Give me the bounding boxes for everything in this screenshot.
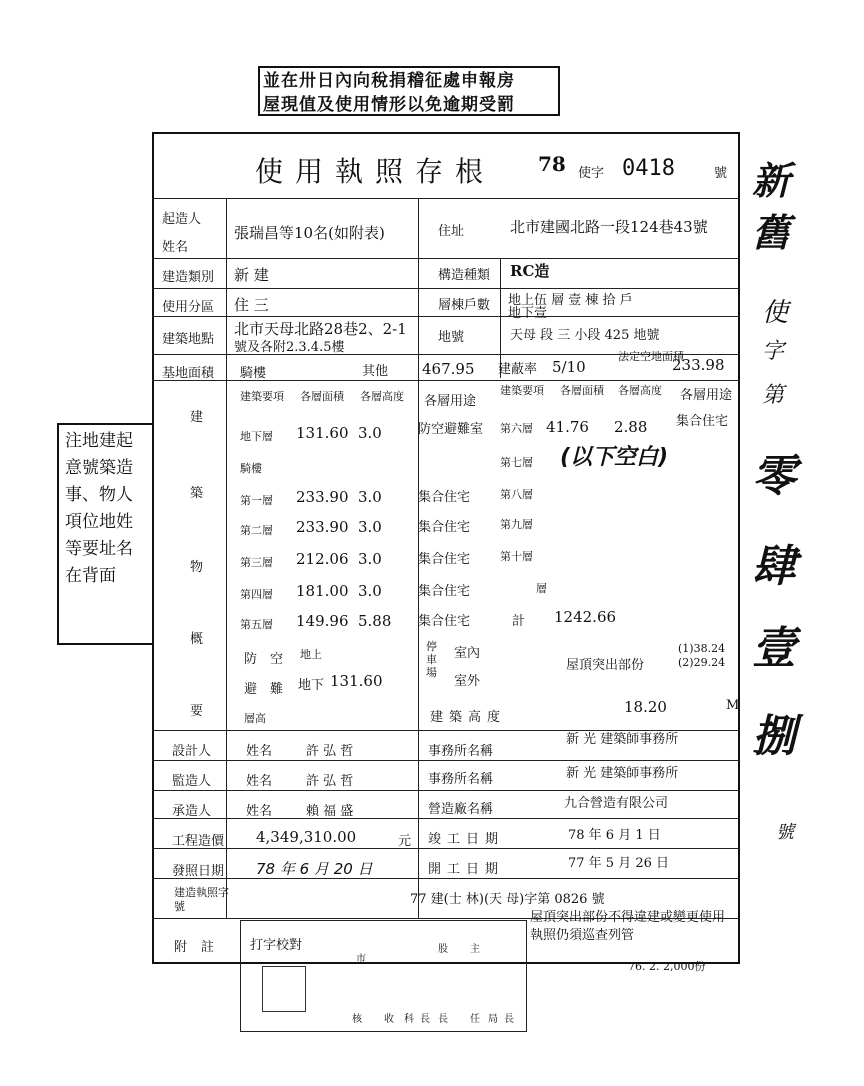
blank-note: (以下空白) [560,445,669,470]
floor-1-label: 第一層 [240,494,273,507]
floor-6-use: 集合住宅 [676,414,729,429]
typist-label: 打字校對 [250,938,303,953]
supervisor-office: 新 光 建築師事務所 [566,766,679,781]
floors-units-value: 地上伍 層 壹 棟 拾 戶 [508,293,633,308]
strip-mark-10: 局 [488,1014,498,1025]
building-height-unit: M [726,698,740,713]
cost-unit: 元 [398,834,412,849]
floor-6-label: 第六層 [500,422,533,435]
site-location-label: 建築地點 [162,332,215,347]
form-title: 使用執照存根 [255,155,496,188]
floor-4-height: 3.0 [358,582,382,600]
floor-2-area: 233.90 [296,518,349,536]
building-type-value: 新 建 [234,266,269,284]
strip-mark-7: 任 [470,1014,480,1025]
site-location-line-1: 北市天母北路28巷2、2-1 [234,320,407,338]
designer-office-label: 事務所名稱 [428,744,494,759]
legal-open-value: 233.98 [672,356,725,374]
floor-6-height: 2.88 [614,418,648,436]
permit-no-value: 77 建(士 林)(天 母)字第 0826 號 [410,892,605,907]
supervisor-office-label: 事務所名稱 [428,772,494,787]
coverage-value: 5/10 [552,358,586,376]
tax-notice-line-2: 屋現值及使用情形以免逾期受罰 [263,95,515,115]
lot-number-label: 地號 [438,330,465,345]
use-header-2: 各層用途 [680,388,733,403]
rooftop-value-2: (2)29.24 [678,656,726,669]
right-margin-9: 捌 [752,711,796,762]
floor-3-use: 集合住宅 [418,552,471,567]
right-margin-1: 新 [752,159,791,203]
basement-label: 地下層 [240,430,273,443]
basement-use: 防空避難室 [418,422,484,437]
items-header: 建築要項 [240,390,284,403]
strip-mark-1: 市 [356,954,366,965]
floors-under-value: 地下壹 [508,306,548,321]
supervisor-label: 監造人 [172,774,212,789]
floor-x-label: 層 [536,582,547,595]
permit-no-label: 建造執照字號 [174,886,229,913]
floor-7-label: 第七層 [500,456,533,469]
owner-label-1: 起造人 [162,212,202,227]
serial-number: 0418 [622,156,675,181]
structure-type-value: RC造 [510,262,550,280]
serial-suffix: 號 [714,166,728,181]
contractor-label: 承造人 [172,804,212,819]
start-value: 77 年 5 月 26 日 [568,856,670,871]
floor-5-height: 5.88 [358,612,392,630]
tax-notice-stamp [258,66,560,116]
strip-mark-5: 長 [438,1014,448,1025]
print-note: 76. 2. 2,000份 [628,960,706,973]
floor-2-label: 第二層 [240,524,273,537]
designer-name-label: 姓名 [246,744,273,759]
air-raid-label-4: 難 [270,682,284,697]
official-seal [262,966,306,1012]
side-label-3: 物 [190,560,204,575]
supervisor-name: 許 弘 哲 [306,774,354,789]
right-margin-3: 使 [762,298,789,328]
designer-name: 許 弘 哲 [306,744,354,759]
floor-5-label: 第五層 [240,618,273,631]
contractor-name-label: 姓名 [246,804,273,819]
rooftop-value-1: (1)38.24 [678,642,726,655]
other-label: 其他 [362,364,389,379]
strip-mark-6: 主 [470,944,480,955]
contractor-name: 賴 福 盛 [306,804,354,819]
area-header-2: 各層面積 [560,384,604,397]
address-label: 住址 [438,224,465,239]
legal-open-label: 法定空地面積 [618,350,684,363]
remarks-text-1: 屋頂突出部份不得違建或變更使用 [530,910,726,925]
start-label: 開工日期 [428,862,505,877]
supervisor-name-label: 姓名 [246,774,273,789]
side-label-2: 築 [190,486,204,501]
right-margin-4: 字 [762,339,785,364]
total-area: 1242.66 [554,608,617,626]
floor-2-use: 集合住宅 [418,520,471,535]
basement-area: 131.60 [296,424,349,442]
floor-3-label: 第三層 [240,556,273,569]
cost-value: 4,349,310.00 [256,828,357,846]
floor-1-height: 3.0 [358,488,382,506]
remarks-text-2: 執照仍須巡查列管 [530,928,635,943]
floor-3-area: 212.06 [296,550,349,568]
area-header: 各層面積 [300,390,344,403]
side-label-1: 建 [190,410,204,425]
arcade-label: 騎樓 [240,366,267,381]
structure-type-label: 構造種類 [438,268,491,283]
floor-6-area: 41.76 [546,418,589,436]
coverage-label: 建蔽率 [498,362,538,377]
side-label-4: 概 [190,632,204,647]
owner-name: 張瑞昌等10名(如附表) [234,224,385,242]
side-label-5: 要 [190,704,204,719]
below-ground-label: 地下 [298,678,325,693]
building-height-label: 建築高度 [430,710,507,725]
air-raid-label-1: 防 [244,652,258,667]
total-label: 計 [512,614,526,629]
lot-number-value: 天母 段 三 小段 425 地號 [510,328,660,343]
completion-label: 竣工日期 [428,832,505,847]
use-header: 各層用途 [424,394,477,409]
owner-label-2: 姓名 [162,240,189,255]
air-raid-label-3: 避 [244,682,258,697]
floor-5-use: 集合住宅 [418,614,471,629]
floor-8-label: 第八層 [500,488,533,501]
strip-mark-4: 股 [438,944,448,955]
serial-year: 78 [538,152,566,176]
tax-notice-line-1: 並在卅日內向稅捐稽征處申報房 [263,71,515,91]
serial-prefix: 使字 [578,166,605,181]
floor-4-use: 集合住宅 [418,584,471,599]
right-margin-8: 壹 [752,623,796,674]
left-side-note: 注地建起意號築造事、物人項位地姓等要址名在背面 [57,423,154,645]
contractor-firm-label: 營造廠名稱 [428,802,494,817]
height-header: 各層高度 [360,390,404,403]
remarks-label: 附註 [174,940,229,955]
strip-mark-11: 長 [504,1014,514,1025]
floor-3-height: 3.0 [358,550,382,568]
right-margin-6: 零 [752,451,796,502]
issue-date-label: 發照日期 [172,864,225,879]
use-zone-label: 使用分區 [162,300,215,315]
arcade-row-label: 騎樓 [240,462,262,475]
floor-9-label: 第九層 [500,518,533,531]
cost-label: 工程造價 [172,834,225,849]
air-raid-label-2: 空 [270,652,284,667]
indoor-label: 室內 [454,646,481,661]
rooftop-label: 屋頂突出部份 [566,658,645,673]
right-margin-10: 號 [776,822,794,843]
floor-4-area: 181.00 [296,582,349,600]
right-margin-2: 舊 [752,211,791,255]
air-raid-basement-area: 131.60 [330,672,383,690]
height-header-2: 各層高度 [618,384,662,397]
outdoor-label: 室外 [454,674,481,689]
contractor-firm: 九合營造有限公司 [564,796,669,811]
site-area-value: 467.95 [422,360,475,378]
floor-height-label: 層高 [244,712,266,725]
above-ground-label: 地上 [300,648,322,661]
building-height-value: 18.20 [624,698,667,716]
floor-2-height: 3.0 [358,518,382,536]
strip-mark-9: 長 [420,1014,430,1025]
floor-10-label: 第十層 [500,550,533,563]
right-margin-5: 第 [762,383,785,408]
floor-1-area: 233.90 [296,488,349,506]
items-header-2: 建築要項 [500,384,544,397]
completion-value: 78 年 6 月 1 日 [568,828,661,843]
parking-label: 停車場 [426,640,437,679]
floor-4-label: 第四層 [240,588,273,601]
building-type-label: 建造類別 [162,270,215,285]
use-zone-value: 住 三 [234,296,269,314]
right-margin-7: 肆 [752,541,796,592]
floor-5-area: 149.96 [296,612,349,630]
address-value: 北市建國北路一段124巷43號 [510,218,708,236]
strip-mark-2: 核 [352,1014,362,1025]
site-location-line-2: 號及各附2.3.4.5樓 [234,340,345,355]
floors-units-label: 層棟戶數 [438,298,491,313]
site-area-label: 基地面積 [162,366,215,381]
designer-office: 新 光 建築師事務所 [566,732,679,747]
issue-date-value: 78 年 6 月 20 日 [256,860,373,878]
basement-height: 3.0 [358,424,382,442]
strip-mark-8: 科 [404,1014,414,1025]
strip-mark-3: 收 [384,1014,394,1025]
designer-label: 設計人 [172,744,212,759]
floor-1-use: 集合住宅 [418,490,471,505]
